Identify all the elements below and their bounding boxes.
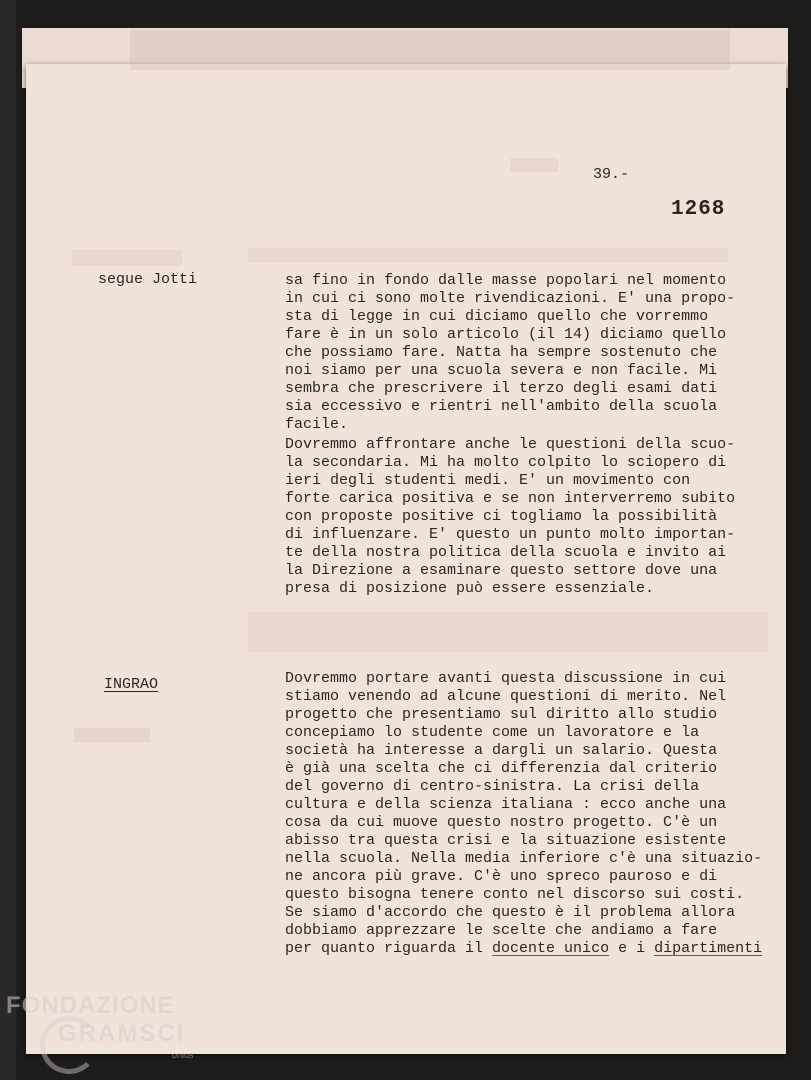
text-line: del governo di centro-sinistra. La crisi della: [285, 778, 700, 795]
text-line: sa fino in fondo dalle masse popolari nel momento: [285, 272, 727, 289]
text-line: ieri degli studenti medi. E' un movimento con: [285, 472, 691, 489]
archive-stamp-number: 1268: [671, 198, 726, 221]
text-line: che possiamo fare. Natta ha sempre sostenuto che: [285, 344, 718, 361]
scanner-edge: [0, 0, 16, 1080]
text-line: noi siamo per una scuola severa e non facile. Mi: [285, 362, 718, 379]
text-line: Dovremmo affrontare anche le questioni della scuo-: [285, 436, 736, 453]
text-line: forte carica positiva e se non interverremo subito: [285, 490, 736, 507]
text-line: è già una scelta che ci differenzia dal criterio: [285, 760, 718, 777]
text-line: cultura e della scienza italiana : ecco anche una: [285, 796, 727, 813]
watermark-line-2: GRAMSCI: [58, 1020, 186, 1047]
show-through-block: [74, 728, 150, 742]
text-line: fare è in un solo articolo (il 14) diciamo quello: [285, 326, 727, 343]
text-line: di influenzare. E' questo un punto molto importan-: [285, 526, 736, 543]
text-line: Se siamo d'accordo che questo è il problema allora: [285, 904, 736, 921]
text-line: presa di posizione può essere essenziale.: [285, 580, 655, 597]
show-through-header: [130, 30, 730, 70]
text-line: questo bisogna tenere conto nel discorso sui costi.: [285, 886, 745, 903]
text-line: con proposte positive ci togliamo la possibilità: [285, 508, 718, 525]
text-line: cosa da cui muove questo nostro progetto. C'è un: [285, 814, 718, 831]
text-line: la secondaria. Mi ha molto colpito lo sciopero di: [285, 454, 727, 471]
underlined-term: dipartimenti: [654, 940, 763, 957]
text-line-last: [285, 940, 762, 958]
show-through-block: [72, 250, 182, 266]
text-paragraph: [285, 436, 735, 598]
text-line: sta di legge in cui diciamo quello che vorremmo: [285, 308, 709, 325]
watermark-line-1: FONDAZIONE: [6, 992, 175, 1019]
text-line: concepiamo lo studente come un lavoratore e la: [285, 724, 700, 741]
text-line: società ha interesse a dargli un salario. Questa: [285, 742, 718, 759]
text-line: progetto che presentiamo sul diritto allo studio: [285, 706, 718, 723]
text-paragraph: [285, 670, 762, 958]
text-line: nella scuola. Nella media inferiore c'è una situazio-: [285, 850, 763, 867]
text-line: sia eccessivo e rientri nell'ambito della scuola: [285, 398, 718, 415]
text-fragment: per quanto riguarda il: [285, 940, 493, 957]
page-number: 39.-: [593, 166, 630, 183]
speaker-label: INGRAO: [104, 676, 159, 693]
show-through-block: [248, 248, 728, 262]
watermark-suffix: onlus: [172, 1050, 194, 1060]
text-line: te della nostra politica della scuola e invito ai: [285, 544, 727, 561]
text-line: sembra che prescrivere il terzo degli esami dati: [285, 380, 718, 397]
text-fragment: e i: [609, 940, 655, 957]
text-paragraph: [285, 272, 735, 434]
text-line: la Direzione a esaminare questo settore dove una: [285, 562, 718, 579]
text-line: dobbiamo apprezzare le scelte che andiamo a fare: [285, 922, 718, 939]
show-through-block: [510, 158, 558, 172]
text-line: ne ancora più grave. C'è uno spreco pauroso e di: [285, 868, 718, 885]
speaker-label: segue Jotti: [98, 271, 198, 288]
text-line: stiamo venendo ad alcune questioni di merito. Nel: [285, 688, 727, 705]
text-line: facile.: [285, 416, 349, 433]
text-line: abisso tra questa crisi e la situazione esistente: [285, 832, 727, 849]
text-line: in cui ci sono molte rivendicazioni. E' una propo-: [285, 290, 736, 307]
text-line: Dovremmo portare avanti questa discussione in cui: [285, 670, 727, 687]
underlined-term: docente unico: [492, 940, 610, 957]
show-through-block: [248, 612, 768, 652]
